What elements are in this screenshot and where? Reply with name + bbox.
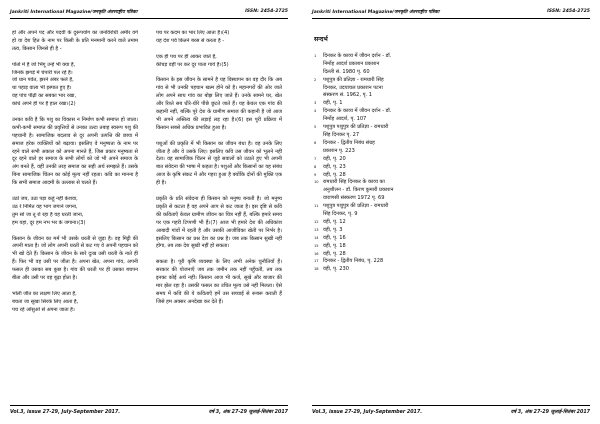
paragraph: हों और अपने पद और पदवी के दुरूपयोग का जनविरोधी अमीर वर्ग हो या देश हित के नाम पर किसी के प्रति मनमानी करने वाले तमाम तत्व, किसान जिनसे ही है - [12, 30, 138, 52]
paragraph: पशुओं की प्रकृति में भी किसान का जीवन बंधा है। वह उनके लिए जीता है और वे उसके लिए। इसलिए कवि उस जीवन को भूलने नहीं देता। वह सामाजिक चिंतन से जुड़े सवालों को उठाते हुए भी अपनी बात संवेदना की भाषा में कहता है। पशुओं और किसानों का यह संबंध आज के कृषि संकट में और गहरा हुआ है क्योंकि दोनों की मुक्ति एक ही है। [156, 140, 282, 187]
verse-block [12, 291, 138, 315]
footer-hindi: वर्ष 3, अंक 27-29 जुलाई-सितंबर 2017 [510, 410, 590, 415]
reference-line: प्रकाशन पृ. 223 [323, 147, 355, 154]
verse-line: हम यहां, दूर हम नभ भर के जगाना।(3) [12, 219, 86, 226]
reference-item [314, 124, 440, 140]
reference-item [314, 164, 440, 172]
journal-title: Jankriti International Magazine/जनकृति अंतरराष्ट्रीय पत्रिका [10, 9, 138, 15]
paragraph: किसान के जीवन का मर्म भी उसके धरती से जुड़ा है। वह मिट्टी की अपनी माता है। जो लोग अपनी धरती से कट गए वे अपनी पहचान को भी खो देते हैं। किसान के जीवन के सारे दुःख उसी धरती के नाते ही हैं। फिर भी वह उसी पर जीता है। अपना खेत, अपना गांव, अपनी फसल ही उसका सब कुछ है। गांव की धरती पर ही उसका बचपन बीता और उसी पर वह बूढ़ा होता है। [12, 235, 138, 282]
reference-line: सिंह दिनकर पृ. 27 [323, 131, 360, 138]
reference-number: 10 [314, 180, 319, 185]
verse-line: पोतो में हैं जो भिंगू उन्हें भी क्या है, [12, 61, 76, 68]
page-footer [10, 407, 288, 417]
reference-line: वही, पृ. 230 [323, 266, 349, 273]
reference-line: वही, पृ. 16 [323, 234, 346, 241]
reference-item [314, 179, 440, 203]
reference-item [314, 243, 440, 251]
verse-line: पथ पर कदम का भार लिए आता है।(4) [156, 30, 230, 36]
verse-line: उठो जय, उठा पड़ा कहूं नहीं केशवा, [12, 195, 78, 202]
reference-number: 5 [314, 125, 317, 130]
footer-rule [312, 405, 590, 406]
issn-label: ISSN: 2454-2725 [245, 9, 288, 14]
reference-number: 7 [314, 156, 317, 161]
reference-number: 12 [314, 219, 319, 224]
reference-number: 3 [314, 101, 317, 106]
reference-line: दिनकर - द्वितीय निबंध, पृ. 228 [323, 258, 384, 265]
reference-text [323, 179, 440, 203]
reference-line: पशुपुत्र पशुपुत्र की प्रतिज्ञा - रामधारी [323, 124, 389, 131]
header-rule [312, 18, 590, 19]
reference-line: पशुपुत्र की प्रतिज्ञा - रामधारी सिंह [323, 76, 384, 83]
reference-line: दिनकर - द्वितीय निबंध संग्रह [323, 139, 375, 146]
verse-line: था पहाड़ वाला भी इस्पात हुए हैं। [12, 85, 72, 92]
references-title: सन्दर्भ [314, 36, 328, 43]
reference-text [323, 266, 440, 274]
page-footer [312, 407, 590, 417]
reference-item [314, 53, 440, 77]
reference-number: 15 [314, 243, 319, 248]
reference-item [314, 266, 440, 274]
footer-volume: Vol.3, issue 27-29, July-September 2017. [312, 409, 423, 415]
reference-line: वही, पृ. 18 [323, 242, 346, 249]
reference-number: 6 [314, 140, 317, 145]
reference-number: 4 [314, 109, 317, 114]
verse-line: भोली जीत का लक्षण लिए आता है, [12, 290, 77, 297]
reference-line: वही, पृ. 12 [323, 218, 346, 225]
reference-line: वाराणसी संस्करण 1972 पृ. 69 [323, 195, 385, 202]
reference-text [323, 164, 440, 172]
verse-line: पच रहे आँसुओं से अपना जाता है। [12, 306, 75, 313]
page-header [312, 6, 590, 17]
verse-line: जो धान पर्वत, झरने अंबर फले हैं, [12, 77, 74, 84]
verse-line: तुम सो जा तू रो रहा है यह धरती जाना, [12, 211, 84, 218]
reference-line: दिनकर के काव्य में जीवन दर्शन - डॉ. [323, 52, 392, 59]
reference-number: 14 [314, 235, 319, 240]
reference-text [323, 203, 440, 219]
reference-text [323, 243, 440, 251]
reference-item [314, 203, 440, 219]
reference-number: 17 [314, 259, 319, 264]
reference-text [323, 124, 440, 140]
references-column [314, 30, 440, 400]
paragraph: प्रकृति के प्रति संवेदना ही किसान को मनुष्य बनाती है। जो मनुष्य प्रकृति से कटता है वह अपने आप से कट जाता है। इस दृष्टि से कवि की कविताएँ केवल ग्रामीण जीवन का चित्र नहीं हैं, बल्कि हमारे समय पर एक गहरी टिप्पणी भी हैं।(7) आज भी हमारे देश की अधिकांश आबादी गांवों में रहती है और उसकी आजीविका खेती पर निर्भर है। इसलिए किसान का प्रश्न देश का प्रश्न है। जब तक किसान सुखी नहीं होगा, तब तक देश सुखी नहीं हो सकता। [156, 195, 282, 250]
reference-number: 16 [314, 251, 319, 256]
footer-rule [10, 405, 288, 406]
verse-line: उठ रे निर्मित यह भाग जगाने जगना, [12, 203, 78, 210]
reference-text [323, 108, 440, 124]
reference-text [323, 140, 440, 156]
reference-line: दिनकर के काव्य में जीवन दर्शन - डॉ. [323, 108, 392, 115]
reference-line: रामधारी सिंह दिनकर के काव्य का [323, 179, 385, 186]
references-list [314, 53, 440, 274]
page-right [302, 0, 600, 424]
footer-hindi: वर्ष 3, अंक 27-29 जुलाई-सितंबर 2017 [208, 410, 288, 415]
reference-item [314, 108, 440, 124]
reference-line: दिनकर, उदयाचल प्रकाशन पटना [323, 84, 383, 91]
reference-line: वही, पृ. 28 [323, 250, 346, 257]
reference-number: 1 [314, 53, 317, 58]
journal-title: Jankriti International Magazine/जनकृति अंतरराष्ट्रीय पत्रिका [312, 9, 440, 15]
reference-line: दिल्ली सं. 1980 पृ. 60 [323, 68, 370, 75]
reference-text [323, 235, 440, 243]
reference-item [314, 77, 440, 101]
reference-text [323, 77, 440, 101]
verse-line: वह पांच पीढ़ी का सबका भार रखा, [12, 93, 77, 100]
verse-line: कीचड़ वहीं पर कर दूर पाता गाये हैं।(5) [156, 61, 229, 68]
paragraph: उनका कवि है कि पशु का विकास न निर्माण कभी समाप्त हो जाता। कभी-कभी समाप्त की प्रवृत्तियों से उनका उल्टा तबाह स्वरूप पशु की पहचानी है। सामाजिक बदलाव से दूर अपनी उत्पत्ति की छाया में समाज हरेक व्यक्तियों को बढ़ाया। इसलिए वे मनुष्यता के नाम पर रहने वाले सभी अकाल को अपना मानते हैं, जिस प्रकार मनुष्यता से दूर रहने वाले हर समाज के सभी लोगों को जो भी अपने समाज के अंग बनते हैं, वहीं उनकी तरह समाज का सही अर्थ समझते हैं। उसके बिना सामाजिक चिंतन का कोई मूल्य नहीं रहता। कवि का मानना है कि सभी समाज आदमी के उल्लास से चलते हैं। [12, 116, 138, 187]
reference-line: अनुशीलन - डॉ. किरण कुमारी प्रकाशन [323, 187, 394, 194]
reference-line: निर्मोह आदर्श प्रकाशन प्रकाशन [323, 60, 380, 67]
reference-item [314, 219, 440, 227]
reference-line: निर्मोह आदर्श, पृ. 107 [323, 116, 367, 123]
verse-line: यह देश पर्व कितने बरस से करता है - [156, 37, 225, 44]
footer-volume: Vol.3, issue 27-29, July-September 2017. [10, 409, 121, 415]
reference-item [314, 156, 440, 164]
verse-line: कांधे अपने ही पर है हाल रखा।(2) [12, 101, 76, 108]
reference-text [323, 227, 440, 235]
text-column-left [12, 30, 138, 400]
reference-number: 18 [314, 267, 319, 272]
reference-line: वही, पृ. 23 [323, 163, 346, 170]
reference-number: 11 [314, 204, 319, 209]
reference-line: वही, पृ. 20 [323, 155, 346, 162]
reference-number: 9 [314, 172, 317, 177]
reference-number: 13 [314, 227, 319, 232]
reference-item [314, 140, 440, 156]
paragraph: किसान के इस जीवन के सामने है यह विस्थापन का वह दौर कि अब गांव से भी उनकी पहचान खत्म होने को है। महानगरों की ओर जाते लोग अपने साथ गांव का बोझ लिए जाते हैं। उनके सामने घर, खेत और रिश्ते सब धीरे-धीरे पीछे छूटते जाते हैं। यह केवल एक गांव की कहानी नहीं, बल्कि पूरे देश के ग्रामीण समाज की कहानी है जो आज भी अपने अस्तित्व की लड़ाई लड़ रहा है।(6) इस पूरी प्रक्रिया में किसान सबसे अधिक प्रभावित हुआ है। [156, 77, 282, 131]
reference-number: 2 [314, 77, 317, 82]
reference-line: वही, पृ. 28 [323, 171, 346, 178]
reference-item [314, 227, 440, 235]
page-left [0, 0, 298, 424]
verse-line: बचता जा सूखा सिरके लिए आता है, [12, 298, 79, 305]
reference-text [323, 156, 440, 164]
text-column-right [156, 30, 282, 400]
verse-block [12, 196, 138, 228]
reference-line: वही, पृ. 3 [323, 226, 343, 233]
issn-label: ISSN: 2454-2725 [547, 9, 590, 14]
reference-line: पशुपुत्र पशुपुत्र की प्रतिज्ञा - रामधारी [323, 203, 389, 210]
header-rule [10, 18, 288, 19]
reference-text [323, 53, 440, 77]
verse-block [156, 54, 282, 70]
reference-number: 8 [314, 164, 317, 169]
reference-line: सिंह दिनकर, पृ. 9 [323, 211, 358, 218]
reference-line: वही, पृ. 1 [323, 100, 343, 107]
reference-item [314, 235, 440, 243]
paragraph: सकता है। पूरी कृषि व्यवस्था के लिए अभी अनेक चुनौतियाँ हैं। सरकार की योजनाएँ जब तक जमीन तक नहीं पहुँचतीं, तब तक इनका कोई अर्थ नहीं। किसान आज भी कर्ज, सूखे और बाजार की मार झेल रहा है। उसकी फसल का उचित मूल्य उसे नहीं मिलता। ऐसे समय में कवि की ये कविताएँ हमें उस सच्चाई से रूबरू कराती हैं जिसे हम अक्सर अनदेखा कर देते हैं। [156, 259, 282, 305]
verse-block [156, 30, 282, 46]
verse-line: जिनके झगड़े में चंपारी पल रहे हैं। [12, 69, 73, 76]
verse-block [12, 62, 138, 109]
verse-line: एक ही पथ पर ही आकर जाते हैं, [156, 53, 217, 60]
page-header [10, 6, 288, 17]
reference-text [323, 219, 440, 227]
reference-line: संस्करण सं. 1962, पृ. 1 [323, 92, 372, 99]
